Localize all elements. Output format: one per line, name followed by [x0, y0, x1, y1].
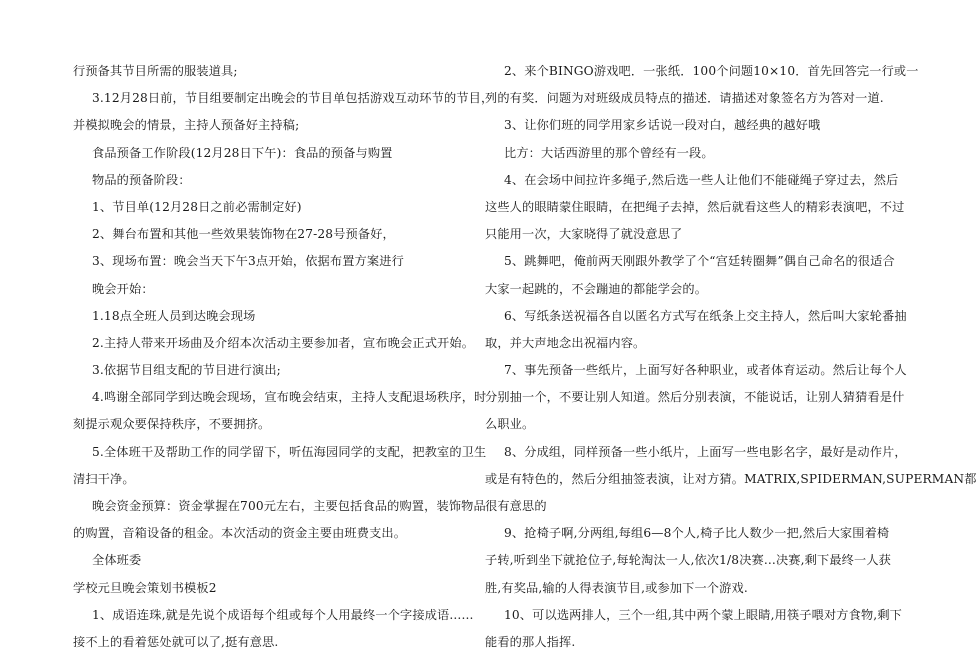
text-line: 6、写纸条送祝福各自以匿名方式写在纸条上交主持人，然后叫大家轮番抽	[504, 308, 907, 323]
text-line: 2.主持人带来开场曲及介绍本次活动主要参加者，宣布晚会正式开始。	[92, 335, 475, 350]
text-line: 行预备其节目所需的服装道具;	[73, 64, 238, 78]
left-text-column	[73, 58, 494, 656]
text-line: 3、现场布置：晚会当天下午3点开始，依据布置方案进行	[92, 254, 404, 269]
text-line: 么职业。	[485, 417, 535, 432]
text-line: 子转,听到坐下就抢位子,每轮淘汰一人,依次1/8决赛...决赛,剩下最终一人获	[485, 553, 892, 568]
text-line: 比方：大话西游里的那个曾经有一段。	[504, 145, 714, 160]
text-line: 7、事先预备一些纸片，上面写好各种职业，或者体育运动。然后让每个人	[504, 363, 907, 378]
text-line: 或是有特色的，然后分组抽签表演，让对方猜。MATRIX,SPIDERMAN,SUPERMAN都	[485, 471, 977, 486]
text-line: 全体班委	[92, 553, 142, 568]
text-line: 4、在会场中间拉许多绳子,然后选一些人让他们不能碰绳子穿过去，然后	[504, 172, 899, 187]
text-line: 列的有奖．问题为对班级成员特点的描述．请描述对象签名方为答对一道.	[485, 91, 884, 106]
text-line: 9、抢椅子啊,分两组,每组6—8个人,椅子比人数少一把,然后大家围着椅	[504, 526, 890, 541]
text-line: 物品的预备阶段：	[92, 172, 191, 187]
right-text-column	[485, 58, 977, 656]
text-line: 10、可以选两排人，三个一组,其中两个蒙上眼睛,用筷子喂对方食物,剩下	[504, 607, 903, 622]
text-line: 1、成语连珠,就是先说个成语每个组或每个人用最终一个字接成语......	[92, 607, 474, 622]
text-line: 接不上的看着惩处就可以了,挺有意思.	[73, 634, 279, 649]
text-line: 1.18点全班人员到达晚会现场	[92, 308, 256, 323]
text-line: 晚会开始：	[92, 281, 154, 296]
text-line: 2、来个BINGO游戏吧．一张纸．100个问题10×10．首先回答完一行或一	[504, 64, 919, 78]
text-line: 分别抽一个，不要让别人知道。然后分别表演，不能说话，让别人猜猜看是什	[485, 390, 905, 405]
text-line: 食品预备工作阶段(12月28日下午)：食品的预备与购置	[92, 145, 393, 160]
text-line: 5.全体班干及帮助工作的同学留下，听伍海园同学的支配，把教室的卫生	[92, 444, 487, 459]
text-line: 清扫干净。	[73, 471, 135, 486]
text-line: 的购置，音箱设备的租金。本次活动的资金主要由班费支出。	[73, 526, 407, 541]
text-line: 学校元旦晚会策划书模板2	[73, 580, 217, 595]
text-line: 5、跳舞吧，俺前两天刚跟外教学了个“宫廷转圈舞”偶自己命名的很适合	[504, 254, 895, 269]
text-line: 晚会资金预算：资金掌握在700元左右，主要包括食品的购置，装饰物品	[92, 499, 486, 513]
text-line: 很有意思的	[485, 499, 547, 513]
text-line: 8、分成组，同样预备一些小纸片，上面写一些电影名字，最好是动作片，	[504, 444, 907, 459]
text-line: 并模拟晚会的情景，主持人预备好主持稿;	[73, 118, 300, 133]
text-line: 3.12月28日前，节目组要制定出晚会的节目单包括游戏互动环节的节目，	[92, 91, 494, 106]
text-line: 4.鸣谢全部同学到达晚会现场，宣布晚会结束，主持人支配退场秩序，时	[92, 390, 487, 405]
text-line: 刻提示观众要保持秩序，不要拥挤。	[73, 417, 271, 432]
text-line: 1、节目单(12月28日之前必需制定好)	[92, 199, 302, 214]
text-line: 3.依据节目组支配的节目进行演出;	[92, 363, 281, 378]
text-line: 大家一起跳的，不会蹦迪的都能学会的。	[485, 281, 708, 296]
text-line: 能看的那人指挥.	[485, 634, 576, 649]
text-line: 只能用一次，大家晓得了就没意思了	[485, 227, 683, 242]
text-line: 3、让你们班的同学用家乡话说一段对白，越经典的越好哦	[504, 118, 821, 133]
text-line: 胜,有奖品,输的人得表演节目,或参加下一个游戏.	[485, 580, 748, 595]
text-line: 2、舞台布置和其他一些效果装饰物在27-28号预备好，	[92, 227, 395, 242]
text-line: 取，并大声地念出祝福内容。	[485, 335, 646, 350]
text-line: 这些人的眼睛蒙住眼睛，在把绳子去掉，然后就看这些人的精彩表演吧，不过	[485, 199, 905, 214]
